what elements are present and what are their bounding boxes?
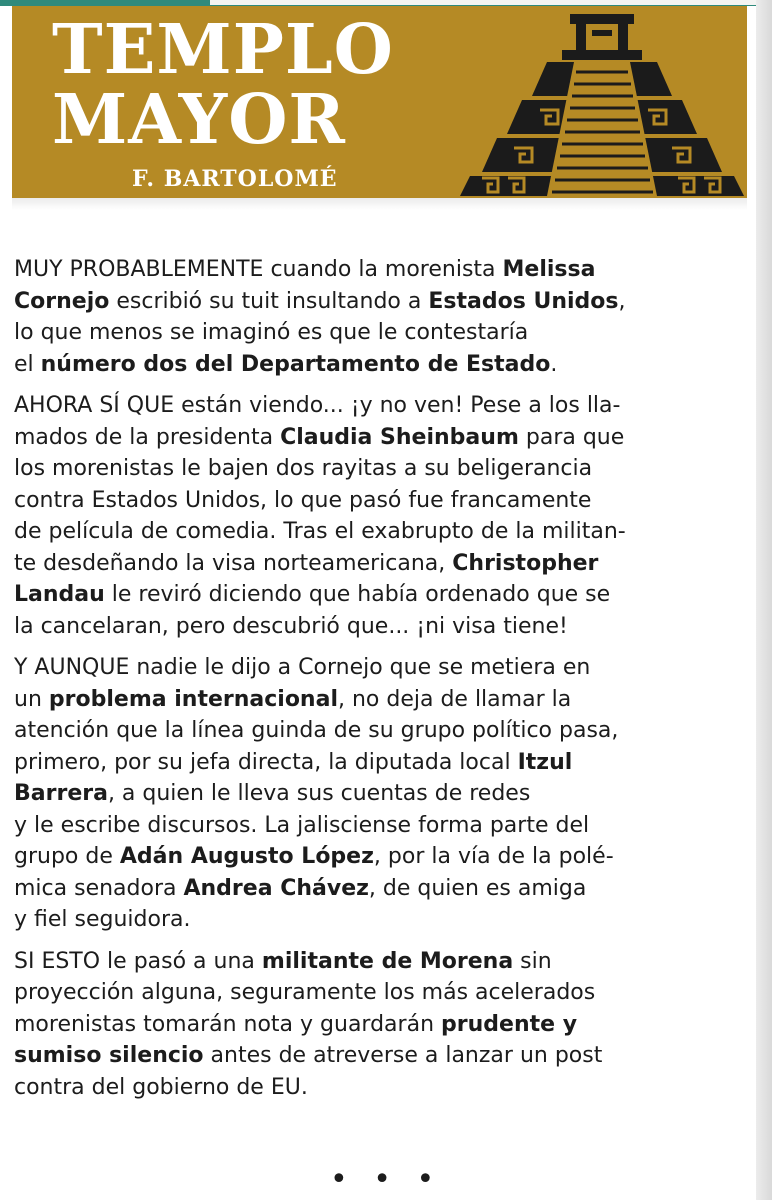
aztec-pyramid-icon bbox=[452, 6, 747, 198]
bold-name: Cornejo bbox=[14, 288, 110, 314]
text: , de quien es amiga bbox=[368, 875, 587, 901]
paragraph-4 bbox=[14, 946, 739, 1104]
text-line bbox=[14, 873, 739, 905]
bold-phrase: problema internacional bbox=[48, 686, 338, 712]
bold-phrase: militante de Morena bbox=[261, 948, 514, 974]
text: MUY PROBABLEMENTE cuando la morenista bbox=[14, 257, 503, 282]
column-title bbox=[52, 10, 394, 160]
column-author: F. BARTOLOMÉ bbox=[132, 166, 338, 192]
title-line-2: MAYOR bbox=[52, 80, 346, 160]
text-line bbox=[14, 349, 739, 381]
text: le reviró diciendo que había ordenado que se bbox=[104, 582, 611, 607]
text: escribió su tuit insultando a bbox=[109, 288, 429, 314]
bold-name: Landau bbox=[14, 582, 105, 607]
text-line: y le escribe discursos. La jalisciense forma parte del bbox=[14, 812, 590, 838]
text: mica senadora bbox=[14, 875, 184, 901]
bold-name: Christopher bbox=[452, 550, 599, 576]
paragraph-3 bbox=[14, 652, 739, 936]
text: para que bbox=[518, 424, 625, 450]
text-line: de película de comedia. Tras el exabrupto de la militan- bbox=[14, 519, 626, 544]
text: un bbox=[14, 686, 49, 712]
bold-phrase: prudente y bbox=[441, 1011, 578, 1037]
text: , bbox=[618, 288, 626, 314]
text-line bbox=[14, 778, 739, 810]
text: morenistas tomarán nota y guardarán bbox=[14, 1011, 442, 1037]
bold-name: Andrea Chávez bbox=[183, 875, 369, 901]
text: , por la vía de la polé- bbox=[373, 844, 614, 869]
bold-name: Adán Augusto López bbox=[119, 844, 374, 869]
paragraph-1 bbox=[14, 254, 739, 380]
title-line-1: TEMPLO bbox=[52, 10, 394, 90]
bold-name: Melissa bbox=[502, 257, 596, 282]
text: . bbox=[550, 351, 558, 377]
text: el bbox=[14, 351, 41, 377]
page-edge bbox=[756, 0, 772, 1200]
text: SI ESTO le pasó a una bbox=[14, 948, 262, 974]
header-shadow bbox=[12, 198, 747, 210]
text: te desdeñando la visa norteamericana, bbox=[14, 550, 453, 576]
text-line bbox=[14, 841, 739, 873]
text-line: proyección alguna, seguramente los más acelerados bbox=[14, 980, 596, 1005]
bold-name: Barrera bbox=[14, 781, 108, 806]
top-strip-highlight bbox=[210, 0, 772, 5]
text-line bbox=[14, 946, 739, 978]
text-line: lo que menos se imaginó es que le contestaría bbox=[14, 320, 529, 345]
bold-phrase: número dos del Departamento de Estado bbox=[40, 351, 551, 377]
text-line: la cancelaran, pero descubrió que... ¡ni visa tiene! bbox=[14, 613, 568, 639]
text-line: AHORA SÍ QUE están viendo... ¡y no ven! Pese a los lla- bbox=[14, 393, 621, 418]
text-line bbox=[14, 1009, 739, 1041]
text: grupo de bbox=[14, 844, 120, 869]
text: , a quien le lleva sus cuentas de redes bbox=[107, 781, 531, 806]
text: antes de atreverse a lanzar un post bbox=[203, 1043, 603, 1068]
column-header bbox=[12, 6, 747, 198]
text-line: los morenistas le bajen dos rayitas a su beligerancia bbox=[14, 456, 593, 481]
text-line: contra del gobierno de EU. bbox=[14, 1074, 308, 1100]
bold-phrase: sumiso silencio bbox=[14, 1043, 204, 1068]
text-line bbox=[14, 254, 739, 286]
text-line bbox=[14, 747, 739, 779]
text: primero, por su jefa directa, la diputada local bbox=[14, 749, 518, 775]
bold-name: Estados Unidos bbox=[428, 288, 619, 314]
text-line: y fiel seguidora. bbox=[14, 907, 191, 932]
text-line bbox=[14, 548, 739, 580]
text-line: contra Estados Unidos, lo que pasó fue francamente bbox=[14, 487, 592, 513]
text-line bbox=[14, 684, 739, 716]
text-line bbox=[14, 422, 739, 454]
text: mados de la presidenta bbox=[14, 424, 281, 450]
text-line: atención que la línea guinda de su grupo político pasa, bbox=[14, 718, 619, 743]
end-marker: • • • bbox=[330, 1162, 443, 1197]
text-line bbox=[14, 1040, 739, 1072]
bold-name: Itzul bbox=[517, 749, 573, 775]
text-line bbox=[14, 579, 739, 611]
text: , no deja de llamar la bbox=[337, 686, 572, 712]
paragraph-2 bbox=[14, 390, 739, 642]
text: sin bbox=[513, 948, 552, 974]
text-line: Y AUNQUE nadie le dijo a Cornejo que se metiera en bbox=[14, 655, 591, 680]
text-line bbox=[14, 286, 739, 318]
article-body bbox=[14, 254, 739, 1113]
bold-name: Claudia Sheinbaum bbox=[280, 424, 519, 450]
